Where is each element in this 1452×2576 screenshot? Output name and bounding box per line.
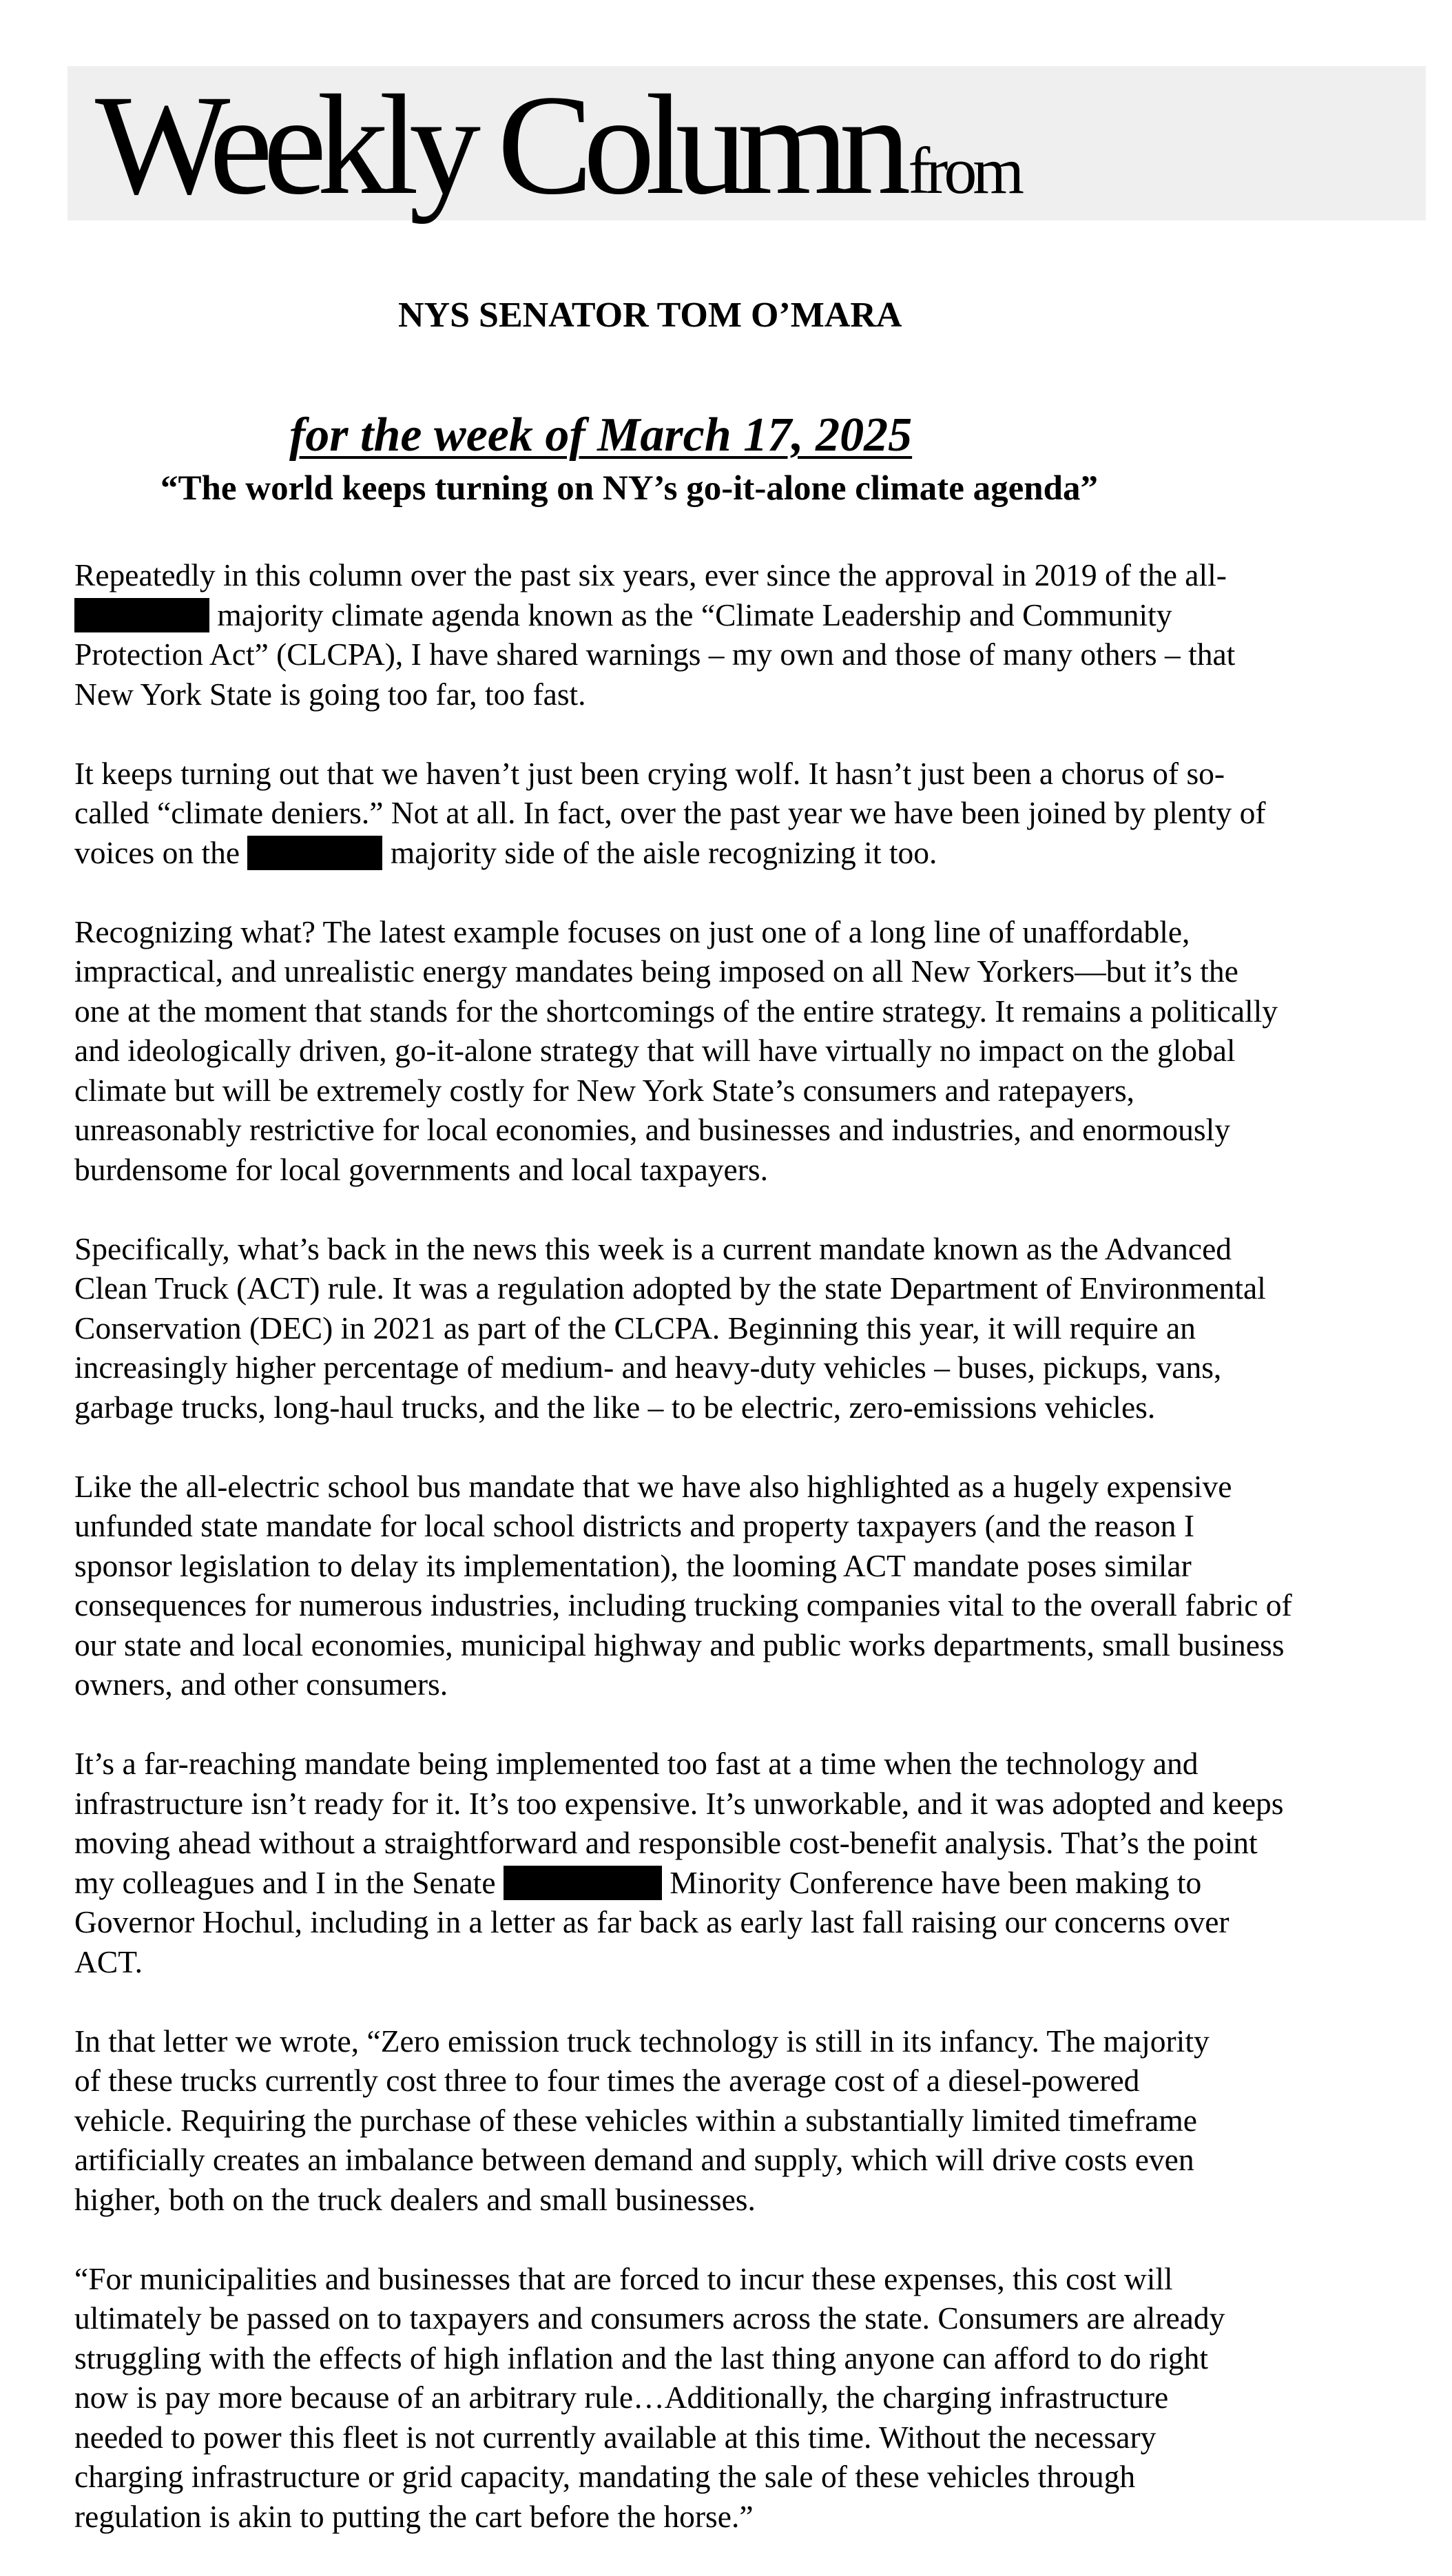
text-line: needed to power this fleet is not currently available at this time. Without the necessary [74,2419,1157,2455]
text-line: It’s a far-reaching mandate being implemented too fast at a time when the technology and [74,1746,1199,1781]
text-line: owners, and other consumers. [74,1667,448,1702]
masthead-from: from [908,134,1021,207]
text-line: struggling with the effects of high inflation and the last thing anyone can afford to do right [74,2340,1209,2376]
text-line [74,595,1424,635]
text-line: It keeps turning out that we haven’t just been crying wolf. It hasn’t just been a chorus of so- [74,755,1225,791]
text-line: consequences for numerous industries, including trucking companies vital to the overall fabric of [74,1587,1292,1622]
text-line: increasingly higher percentage of medium- and heavy-duty vehicles – buses, pickups, vans, [74,1350,1222,1385]
column-headline: “The world keeps turning on NY’s go-it-alone climate agenda” [160,469,1098,508]
text-line-segment: majority climate agenda known as the “Climate Leadership and Community [209,597,1172,632]
text-line: charging infrastructure or grid capacity, mandating the sale of these vehicles through [74,2459,1136,2494]
redaction-box [504,1866,662,1900]
text-line-segment: majority side of the aisle recognizing it too. [382,834,937,870]
column-body [74,555,1424,2576]
text-line: Repeatedly in this column over the past six years, ever since the approval in 2019 of the all- [74,557,1227,593]
text-line: regulation is akin to putting the cart before the horse.” [74,2498,754,2534]
senator-byline: NYS SENATOR TOM O’MARA [398,296,902,335]
text-line: infrastructure isn’t ready for it. It’s too expensive. It’s unworkable, and it was adopted and keeps [74,1785,1284,1821]
text-line: ACT. [74,1944,143,1979]
paragraph-2 [74,754,1424,873]
text-line: of these trucks currently cost three to four times the average cost of a diesel-powered [74,2063,1140,2098]
week-of-line: for the week of March 17, 2025 [289,409,913,462]
text-line: impractical, and unrealistic energy mandates being imposed on all New Yorkers—but it’s the [74,954,1238,989]
text-line-segment: my colleagues and I in the Senate [74,1864,504,1900]
text-line: In that letter we wrote, “Zero emission truck technology is still in its infancy. The majority [74,2023,1210,2059]
text-line: higher, both on the truck dealers and small businesses. [74,2181,756,2217]
redaction-box [74,598,209,632]
text-line: Like the all-electric school bus mandate that we have also highlighted as a hugely expensive [74,1468,1232,1504]
text-line-segment: voices on the [74,834,248,870]
paragraph-4 [74,1229,1424,1428]
text-line: one at the moment that stands for the shortcomings of the entire strategy. It remains a politically [74,993,1278,1029]
text-line: Conservation (DEC) in 2021 as part of the CLCPA. Beginning this year, it will require an [74,1310,1196,1346]
text-line: burdensome for local governments and local taxpayers. [74,1151,768,1187]
text-line: vehicle. Requiring the purchase of these vehicles within a substantially limited timeframe [74,2102,1197,2138]
text-line: Governor Hochul, including in a letter as far back as early last fall raising our concerns over [74,1904,1230,1939]
text-line: artificially creates an imbalance between demand and supply, which will drive costs even [74,2142,1194,2177]
text-line: now is pay more because of an arbitrary rule…Additionally, the charging infrastructure [74,2380,1169,2415]
text-line: Recognizing what? The latest example focuses on just one of a long line of unaffordable, [74,914,1190,949]
paragraph-1 [74,555,1424,714]
text-line [74,1863,1424,1903]
masthead-title [95,65,1021,247]
redaction-box [247,836,382,870]
text-line: New York State is going too far, too fast. [74,676,586,712]
text-line: ultimately be passed on to taxpayers and consumers across the state. Consumers are already [74,2300,1225,2336]
text-line: Specifically, what’s back in the news this week is a current mandate known as the Advanced [74,1230,1232,1266]
text-line: called “climate deniers.” Not at all. In fact, over the past year we have been joined by plenty of [74,795,1266,830]
text-line: garbage trucks, long-haul trucks, and the like – to be electric, zero-emissions vehicles. [74,1389,1156,1425]
masthead-title-text: Weekly Column [95,65,902,224]
text-line [74,833,1424,873]
text-line: Protection Act” (CLCPA), I have shared warnings – my own and those of many others – that [74,637,1236,672]
text-line: moving ahead without a straightforward and responsible cost-benefit analysis. That’s the point [74,1825,1258,1860]
paragraph-8 [74,2259,1424,2537]
text-line: unfunded state mandate for local school districts and property taxpayers (and the reason I [74,1508,1195,1543]
text-line: sponsor legislation to delay its implementation), the looming ACT mandate poses similar [74,1547,1192,1583]
text-line: our state and local economies, municipal highway and public works departments, small business [74,1627,1285,1662]
paragraph-6 [74,1744,1424,1981]
paragraph-5 [74,1467,1424,1704]
text-line: unreasonably restrictive for local economies, and businesses and industries, and enormously [74,1112,1231,1147]
text-line: climate but will be extremely costly for New York State’s consumers and ratepayers, [74,1072,1135,1108]
text-line: and ideologically driven, go-it-alone strategy that will have virtually no impact on the global [74,1033,1236,1068]
text-line-segment: Minority Conference have been making to [661,1864,1202,1900]
paragraph-7 [74,2021,1424,2220]
masthead-banner [68,65,1426,224]
paragraph-3 [74,912,1424,1190]
text-line: Clean Truck (ACT) rule. It was a regulation adopted by the state Department of Environmental [74,1270,1266,1306]
text-line: “For municipalities and businesses that are forced to incur these expenses, this cost will [74,2260,1173,2296]
